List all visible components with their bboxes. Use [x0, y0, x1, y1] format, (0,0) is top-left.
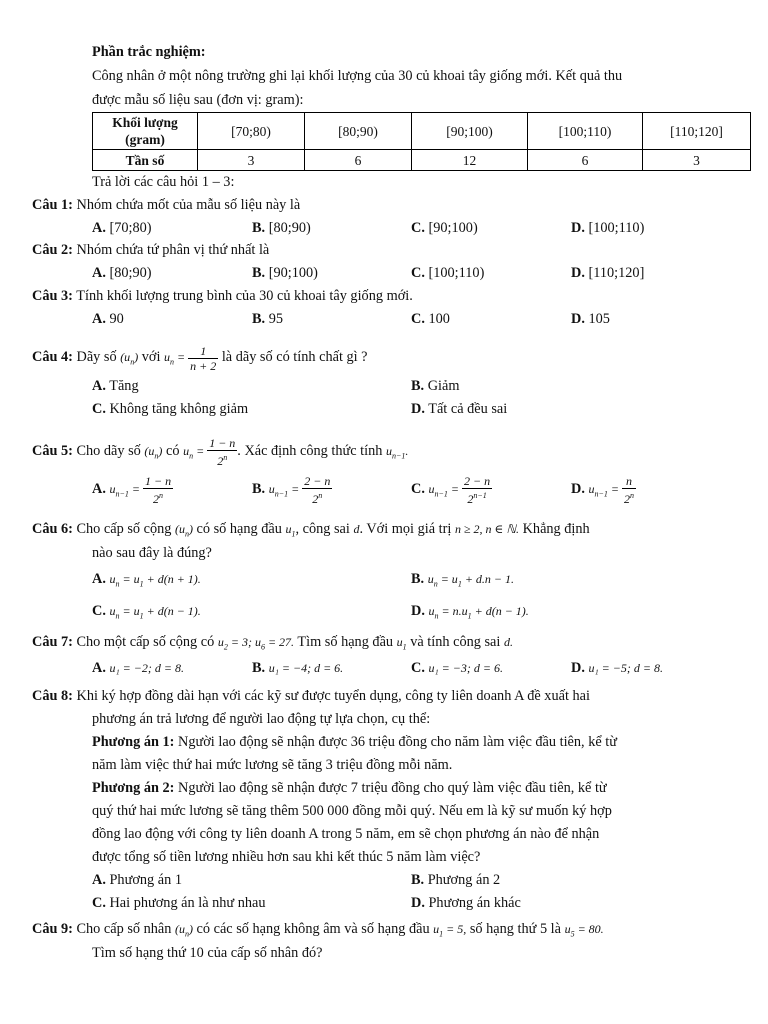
option-letter: D. — [571, 311, 585, 327]
question-text: có số hạng đầu — [192, 521, 286, 537]
option-text: [110;120] — [584, 265, 645, 281]
intro-text-line-2: được mẫu số liệu sau (đơn vị: gram): — [92, 92, 304, 108]
option-letter: A. — [92, 265, 106, 281]
question-label: Câu 8: — [32, 688, 73, 704]
plan-label: Phương án 1: — [92, 734, 175, 750]
q2-option-c[interactable] — [411, 263, 484, 283]
option-text: u₁ = −2; d = 8. — [109, 661, 184, 675]
q4-option-b[interactable] — [411, 376, 459, 396]
plan-text: Người lao động sẽ nhận được 36 triệu đồng cho năm làm việc đầu tiên, kể từ — [174, 734, 617, 750]
question-7 — [32, 632, 513, 657]
sequence-symbol: $(u_n)$ — [144, 444, 163, 461]
q8-option-c[interactable] — [92, 893, 266, 913]
table-cell-frequency: 6 — [528, 150, 643, 171]
q5-option-a[interactable] — [92, 472, 173, 511]
formula: d — [353, 522, 360, 536]
option-letter: C. — [92, 401, 106, 417]
option-letter: A. — [92, 872, 106, 888]
table-header-mass — [93, 113, 198, 150]
formula: n ≥ 2, n ∈ ℕ. — [454, 522, 520, 536]
formula: $u_1$ — [285, 522, 296, 539]
plan-2-line-4: được tổng số tiền lương nhiều hơn sau khi kết thúc 5 năm làm việc? — [92, 849, 481, 865]
question-text: Nhóm chứa mốt của mẫu số liệu này là — [72, 197, 301, 213]
option-text: 100 — [424, 311, 450, 327]
formula: $u_n = u_1 + d.n - 1$. — [427, 572, 515, 589]
question-label: Câu 3: — [32, 288, 73, 304]
question-label: Câu 6: — [32, 521, 73, 537]
option-text: Phương án 2 — [424, 872, 501, 888]
q8-option-d[interactable] — [411, 893, 521, 913]
formula: $u_n = n.u_1 + d(n - 1)$. — [428, 604, 529, 621]
question-label: Câu 1: — [32, 197, 73, 213]
question-text: Tìm số hạng đầu — [294, 634, 397, 650]
formula: $u_{n-1}$ = $\frac{2 - n}{2^n}$ — [268, 474, 331, 507]
q6-option-d[interactable] — [411, 601, 529, 626]
question-text: Nhóm chứa tứ phân vị thứ nhất là — [72, 242, 270, 258]
plan-2-line-3: đồng lao động với công ty liên doanh A trong 5 năm, em sẽ chọn phương án nào để nhận — [92, 826, 600, 842]
sequence-symbol: $(u_n)$ — [120, 350, 139, 367]
question-4 — [32, 340, 368, 379]
option-text: u₁ = −3; d = 6. — [428, 661, 503, 675]
q3-option-d[interactable] — [571, 309, 610, 329]
question-6 — [32, 519, 590, 544]
option-text: Giảm — [424, 378, 460, 394]
option-letter: B. — [252, 481, 266, 497]
formula: $u_{n-1}$ = $\frac{1 - n}{2^n}$ — [109, 474, 172, 507]
option-letter: B. — [411, 571, 425, 587]
question-text: và tính công sai — [406, 634, 504, 650]
option-text: Tăng — [105, 378, 139, 394]
question-text: là dãy số có tính chất gì ? — [218, 349, 368, 365]
question-8-line-2: phương án trả lương để người lao động tự lựa chọn, cụ thể: — [92, 711, 431, 727]
option-letter: C. — [411, 311, 425, 327]
question-text: Tính khối lượng trung bình của 30 củ khoai tây giống mới. — [72, 288, 413, 304]
q5-option-c[interactable] — [411, 472, 492, 511]
q4-option-c[interactable] — [92, 399, 248, 419]
option-text: Hai phương án là như nhau — [105, 895, 266, 911]
q4-option-d[interactable] — [411, 399, 507, 419]
q7-option-c[interactable] — [411, 658, 503, 678]
option-letter: C. — [411, 481, 425, 497]
option-letter: B. — [411, 378, 425, 394]
plan-1-line-1 — [92, 732, 617, 752]
q5-option-b[interactable] — [252, 472, 332, 511]
option-text: Không tăng không giảm — [105, 401, 249, 417]
q1-option-c[interactable] — [411, 218, 478, 238]
question-text: . Xác định công thức tính — [237, 443, 386, 459]
section-heading: Phần trắc nghiệm: — [92, 44, 206, 60]
question-2 — [32, 240, 269, 260]
formula: $u_1$ — [396, 635, 407, 652]
q3-option-c[interactable] — [411, 309, 450, 329]
question-3 — [32, 286, 413, 306]
option-letter: D. — [411, 401, 425, 417]
question-text: Cho dãy số — [72, 443, 145, 459]
option-letter: D. — [411, 895, 425, 911]
formula: $u_{n-1}$. — [386, 444, 409, 461]
q3-option-a[interactable] — [92, 309, 124, 329]
q5-option-d[interactable] — [571, 472, 636, 511]
q2-option-b[interactable] — [252, 263, 318, 283]
formula: $u_n = u_1 + d(n - 1)$. — [109, 604, 201, 621]
formula: $u_{n-1}$ = $\frac{2 - n}{2^{n-1}}$ — [428, 474, 491, 507]
option-letter: B. — [252, 311, 266, 327]
q4-option-a[interactable] — [92, 376, 139, 396]
option-letter: B. — [252, 660, 266, 676]
option-text: u₁ = −5; d = 8. — [588, 661, 663, 675]
table-cell-group: [80;90) — [305, 113, 412, 150]
option-letter: A. — [92, 378, 106, 394]
option-letter: A. — [92, 571, 106, 587]
question-1 — [32, 195, 300, 215]
q6-option-b[interactable] — [411, 569, 514, 594]
table-header-mass-line-2: (gram) — [125, 132, 165, 147]
sequence-symbol: $(u_n)$ — [174, 922, 193, 939]
plan-label: Phương án 2: — [92, 780, 175, 796]
question-9 — [32, 919, 604, 944]
table-header-frequency: Tần số — [93, 150, 198, 171]
question-text: Khẳng định — [519, 521, 590, 537]
option-text: Tất cả đều sai — [424, 401, 508, 417]
formula: $u_{n-1}$ = $\frac{n}{2^n}$ — [588, 474, 634, 507]
plan-2-line-2: quý thứ hai mức lương sẽ tăng thêm 500 000 đồng mỗi quý. Nếu em là kỹ sư muốn ký hợp — [92, 803, 612, 819]
option-text: [80;90) — [105, 265, 152, 281]
option-text: [70;80) — [105, 220, 152, 236]
option-text: [90;100) — [265, 265, 318, 281]
question-6-line-2: nào sau đây là đúng? — [92, 545, 212, 561]
question-label: Câu 9: — [32, 921, 73, 937]
table-header-mass-line-1: Khối lượng — [112, 115, 178, 130]
option-letter: D. — [571, 660, 585, 676]
question-label: Câu 7: — [32, 634, 73, 650]
option-text: u₁ = −4; d = 6. — [268, 661, 344, 675]
q7-option-b[interactable] — [252, 658, 343, 678]
table-cell-group: [70;80) — [198, 113, 305, 150]
option-letter: A. — [92, 311, 106, 327]
option-letter: B. — [252, 220, 266, 236]
question-text: Cho cấp số cộng — [72, 521, 175, 537]
option-text: [100;110) — [584, 220, 645, 236]
option-text: [80;90) — [265, 220, 311, 236]
frequency-table — [92, 112, 751, 171]
option-letter: C. — [92, 895, 106, 911]
option-letter: D. — [411, 603, 425, 619]
option-letter: C. — [411, 265, 425, 281]
question-label: Câu 5: — [32, 443, 73, 459]
option-letter: B. — [252, 265, 266, 281]
question-text: , công sai — [295, 521, 354, 537]
question-text: với — [138, 349, 165, 365]
question-text: số hạng thứ 5 là — [466, 921, 565, 937]
option-letter: A. — [92, 660, 106, 676]
question-text: có — [162, 443, 184, 459]
q1-option-a[interactable] — [92, 218, 152, 238]
table-row — [93, 150, 751, 171]
table-cell-group: [110;120] — [643, 113, 751, 150]
option-text: [90;100) — [424, 220, 478, 236]
q1-option-b[interactable] — [252, 218, 311, 238]
table-cell-frequency: 3 — [643, 150, 751, 171]
q2-option-d[interactable] — [571, 263, 644, 283]
plan-1-line-2: năm làm việc thứ hai mức lương sẽ tăng 3 triệu đồng mỗi năm. — [92, 757, 453, 773]
question-5 — [32, 434, 408, 473]
option-letter: D. — [571, 481, 585, 497]
q1-option-d[interactable] — [571, 218, 644, 238]
option-letter: C. — [92, 603, 106, 619]
intro-text-line-1: Công nhân ở một nông trường ghi lại khối lượng của 30 củ khoai tây giống mới. Kết quả thu — [92, 68, 623, 84]
plan-2-line-1 — [92, 778, 607, 798]
q7-option-a[interactable] — [92, 658, 184, 678]
formula: $u_2 = 3$; $u_6 = 27$. — [217, 635, 295, 652]
option-letter: D. — [571, 220, 585, 236]
q3-option-b[interactable] — [252, 309, 283, 329]
option-text: Phương án 1 — [105, 872, 182, 888]
question-text: Cho cấp số nhân — [72, 921, 175, 937]
formula: $u_1 = 5$, — [433, 922, 467, 939]
q8-option-b[interactable] — [411, 870, 500, 890]
question-text: Khi ký hợp đồng dài hạn với các kỹ sư được tuyển dụng, công ty liên doanh A đề xuất hai — [72, 688, 590, 704]
option-letter: A. — [92, 481, 106, 497]
option-text: Phương án khác — [424, 895, 521, 911]
table-cell-frequency: 6 — [305, 150, 412, 171]
formula: $u_n$ = $\frac{1 - n}{2^n}$ — [183, 436, 236, 469]
question-text: có các số hạng không âm và số hạng đầu — [192, 921, 434, 937]
plan-text: Người lao động sẽ nhận được 7 triệu đồng cho quý làm việc đầu tiên, kể từ — [174, 780, 607, 796]
option-letter: C. — [411, 660, 425, 676]
question-label: Câu 2: — [32, 242, 73, 258]
option-letter: B. — [411, 872, 425, 888]
formula: $u_n$ = $\frac{1}{n + 2}$ — [164, 343, 217, 373]
option-letter: A. — [92, 220, 106, 236]
q2-option-a[interactable] — [92, 263, 152, 283]
option-letter: D. — [571, 265, 585, 281]
option-text: 95 — [265, 311, 283, 327]
option-text: 105 — [584, 311, 610, 327]
formula: $u_n = u_1 + d(n + 1)$. — [109, 572, 201, 589]
formula: d. — [503, 635, 513, 649]
question-text: Cho một cấp số cộng có — [72, 634, 218, 650]
q6-option-a[interactable] — [92, 569, 201, 594]
question-label: Câu 4: — [32, 349, 73, 365]
table-instruction: Trả lời các câu hỏi 1 – 3: — [92, 174, 235, 190]
sequence-symbol: $(u_n)$ — [174, 522, 193, 539]
table-row — [93, 113, 751, 150]
option-text: [100;110) — [424, 265, 485, 281]
option-text: 90 — [105, 311, 124, 327]
question-text: Dãy số — [72, 349, 121, 365]
table-cell-group: [90;100) — [412, 113, 528, 150]
table-cell-group: [100;110) — [528, 113, 643, 150]
formula: $u_5 = 80$. — [564, 922, 604, 939]
option-letter: C. — [411, 220, 425, 236]
table-cell-frequency: 3 — [198, 150, 305, 171]
question-text: . Với mọi giá trị — [359, 521, 455, 537]
q8-option-a[interactable] — [92, 870, 182, 890]
table-cell-frequency: 12 — [412, 150, 528, 171]
question-9-line-2: Tìm số hạng thứ 10 của cấp số nhân đó? — [92, 945, 323, 961]
q6-option-c[interactable] — [92, 601, 201, 626]
q7-option-d[interactable] — [571, 658, 663, 678]
question-8 — [32, 686, 590, 706]
